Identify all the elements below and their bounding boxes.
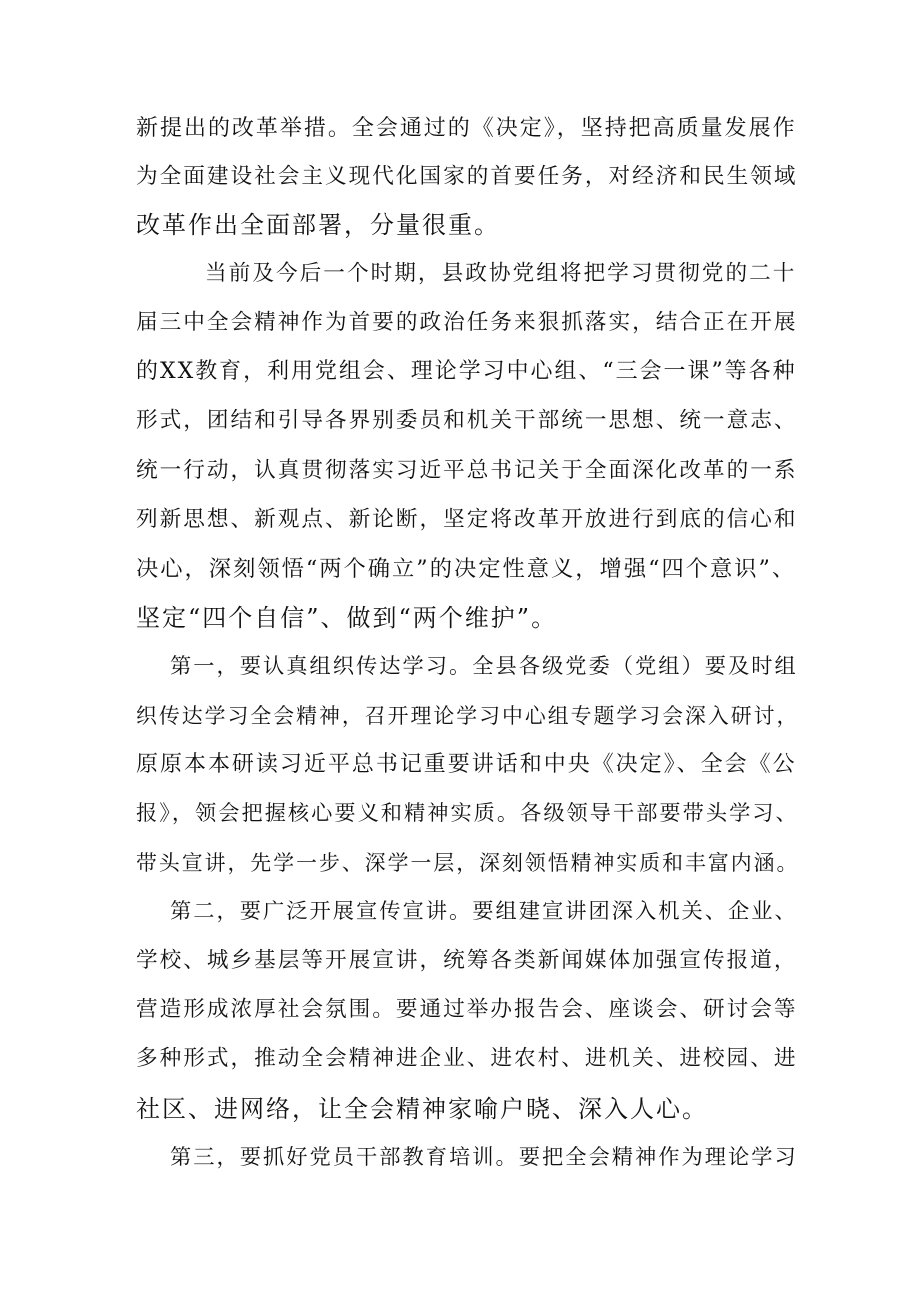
text-line: 决心，深刻领悟“两个确立”的决定性意义，增强“四个意识”、: [136, 556, 797, 582]
text-line: 的XX教育，利用党组会、理论学习中心组、“三会一课”等各种: [136, 359, 797, 384]
text-line: 第一，要认真组织传达学习。全县各级党委（党组）要及时组: [170, 654, 798, 679]
text-line: 为全面建设社会主义现代化国家的首要任务，对经济和民生领域: [136, 164, 798, 189]
text-line: 第二，要广泛开展宣传宣讲。要组建宣讲团深入机关、企业、: [170, 899, 798, 924]
text-line: 新提出的改革举措。全会通过的《决定》，坚持把高质量发展作: [136, 116, 797, 141]
text-line: 学校、城乡基层等开展宣讲，统筹各类新闻媒体加强宣传报道，: [136, 948, 798, 973]
text-line: 营造形成浓厚社会氛围。要通过举办报告会、座谈会、研讨会等: [136, 997, 798, 1022]
text-line: 当前及今后一个时期，县政协党组将把学习贯彻党的二十: [205, 261, 797, 286]
text-line: 社区、进网络，让全会精神家喻户晓、深入人心。: [136, 1095, 708, 1123]
text-line: 织传达学习全会精神，召开理论学习中心组专题学习会深入研讨，: [136, 704, 800, 728]
text-line: 第三，要抓好党员干部教育培训。要把全会精神作为理论学习: [170, 1145, 798, 1170]
text-line: 报》，领会把握核心要义和精神实质。各级领导干部要带头学习、: [136, 801, 799, 826]
text-line: 坚定“四个自信”、做到“两个维护”。: [136, 604, 558, 632]
text-line: 统一行动，认真贯彻落实习近平总书记关于全面深化改革的一系: [136, 458, 798, 483]
text-line: 带头宣讲，先学一步、深学一层，深刻领悟精神实质和丰富内涵。: [136, 851, 800, 875]
text-line: 改革作出全面部署，分量很重。: [136, 211, 500, 239]
text-line: 多种形式，推动全会精神进企业、进农村、进机关、进校园、进: [136, 1046, 798, 1071]
text-line: 届三中全会精神作为首要的政治任务来狠抓落实，结合正在开展: [136, 310, 798, 335]
text-line: 原原本本研读习近平总书记重要讲话和中央《决定》、全会《公: [136, 752, 797, 777]
text-line: 形式，团结和引导各界别委员和机关干部统一思想、统一意志、: [136, 408, 798, 433]
text-line: 列新思想、新观点、新论断，坚定将改革开放进行到底的信心和: [136, 507, 798, 532]
